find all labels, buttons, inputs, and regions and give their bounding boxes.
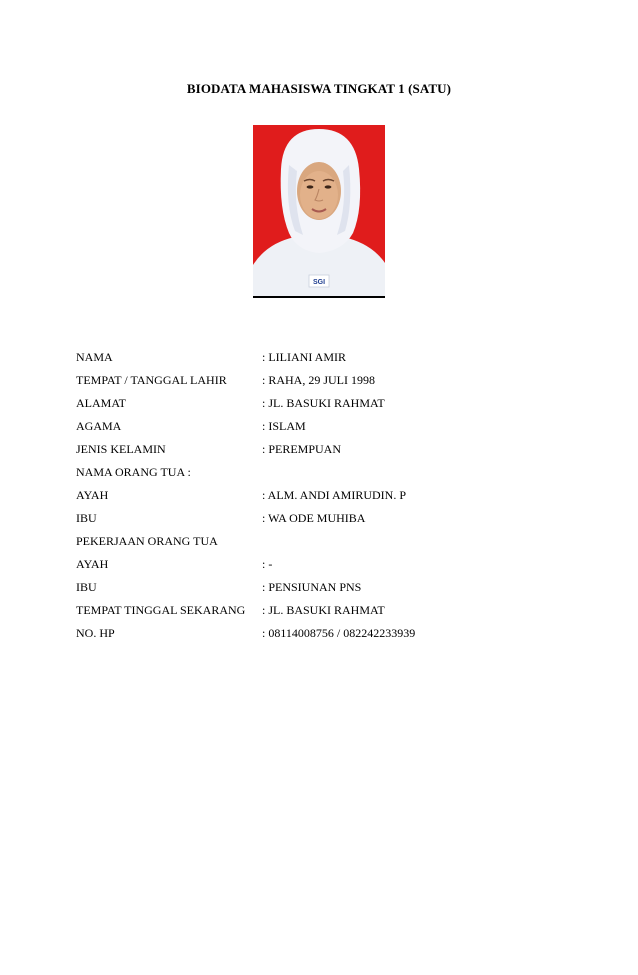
- field-value: : ALM. ANDI AMIRUDIN. P: [262, 488, 407, 502]
- field-value: : PENSIUNAN PNS: [262, 580, 362, 594]
- field-label: TEMPAT TINGGAL SEKARANG: [76, 603, 246, 617]
- field-value: : JL. BASUKI RAHMAT: [262, 603, 385, 617]
- field-value: : WA ODE MUHIBA: [262, 511, 366, 525]
- field-value: : JL. BASUKI RAHMAT: [262, 396, 385, 410]
- student-portrait-image: [253, 125, 385, 296]
- field-label: AYAH: [76, 557, 109, 571]
- field-label: IBU: [76, 511, 97, 525]
- field-value: : PEREMPUAN: [262, 442, 342, 456]
- section-heading: NAMA ORANG TUA :: [76, 465, 191, 479]
- field-value: : ISLAM: [262, 419, 306, 433]
- field-label: JENIS KELAMIN: [76, 442, 166, 456]
- section-heading: PEKERJAAN ORANG TUA: [76, 534, 218, 548]
- student-photo: [253, 125, 385, 296]
- field-label: NO. HP: [76, 626, 115, 640]
- field-value: : RAHA, 29 JULI 1998: [262, 373, 375, 387]
- field-value: : 08114008756 / 082242233939: [262, 626, 416, 640]
- document-title: BIODATA MAHASISWA TINGKAT 1 (SATU): [186, 81, 452, 96]
- field-value: : -: [262, 557, 273, 571]
- field-label: AYAH: [76, 488, 109, 502]
- uniform-badge-text: SGI: [312, 279, 326, 286]
- field-label: ALAMAT: [76, 396, 126, 410]
- field-label: AGAMA: [76, 419, 122, 433]
- field-label: IBU: [76, 580, 97, 594]
- field-label: TEMPAT / TANGGAL LAHIR: [76, 373, 227, 387]
- field-value: : LILIANI AMIR: [262, 350, 346, 364]
- field-label: NAMA: [76, 350, 113, 364]
- photo-underline: [253, 296, 385, 298]
